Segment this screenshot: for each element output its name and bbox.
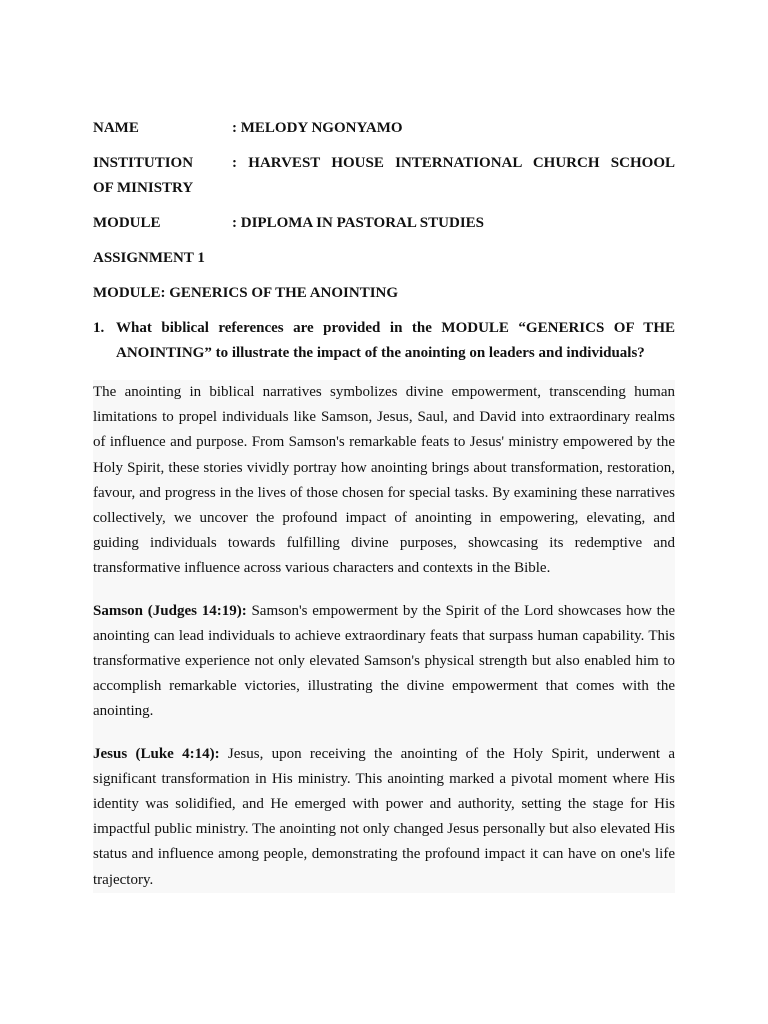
name-row (93, 116, 675, 141)
institution-label-continued: OF MINISTRY (93, 180, 194, 196)
module-title: MODULE: GENERICS OF THE ANOINTING (93, 285, 399, 301)
samson-text: Samson's empowerment by the Spirit of the Lord showcases how the anointing can lead individuals to achieve extraordinary feats that surpass human capability. This transformative experience not only elevated Samson's physical strength but also enabled him to accomplish remarkable victories, illustrating the divine empowerment that comes with the anointing. (93, 602, 675, 720)
module-value: : DIPLOMA IN PASTORAL STUDIES (232, 215, 484, 231)
samson-heading: Samson (Judges 14:19): (93, 602, 247, 619)
name-value: : MELODY NGONYAMO (232, 120, 403, 136)
institution-row (93, 151, 675, 176)
question-item (93, 316, 675, 366)
samson-paragraph (93, 599, 675, 742)
intro-paragraph: The anointing in biblical narratives symbolizes divine empowerment, transcending human limitations to propel individuals like Samson, Jesus, Saul, and David into extraordinary realms of influence and purpose. From Samson's remarkable feats to Jesus' ministry empowered by the Holy Spirit, these stories vividly portray how anointing brings about transformation, restoration, favour, and progress in the lives of those chosen for special tasks. By examining these narratives collectively, we uncover the profound impact of anointing in empowering, elevating, and guiding individuals towards fulfilling divine purposes, showcasing its redemptive and transformative influence across various characters and contexts in the Bible. (93, 384, 675, 577)
institution-value: : HARVEST HOUSE INTERNATIONAL CHURCH SCHOOL (232, 155, 675, 171)
answer-block (93, 380, 675, 893)
assignment-title: ASSIGNMENT 1 (93, 250, 205, 266)
document-page (93, 116, 675, 893)
institution-label: INSTITUTION (93, 155, 194, 171)
jesus-paragraph (93, 742, 675, 893)
jesus-heading: Jesus (Luke 4:14): (93, 745, 220, 762)
question-number: 1. (93, 320, 105, 336)
module-row (93, 211, 675, 236)
jesus-text: Jesus, upon receiving the anointing of the Holy Spirit, underwent a significant transformation in His ministry. This anointing marked a pivotal moment where His identity was solidified, and He emerged with power and authority, setting the stage for His impactful public ministry. The anointing not only changed Jesus personally but also elevated His status and influence among people, demonstrating the profound impact it can have on one's life trajectory. (93, 745, 675, 888)
name-label: NAME (93, 120, 139, 136)
module-label: MODULE (93, 215, 161, 231)
question-text: What biblical references are provided in the MODULE “GENERICS OF THE ANOINTING” to illustrate the impact of the anointing on leaders and individuals? (116, 320, 675, 361)
